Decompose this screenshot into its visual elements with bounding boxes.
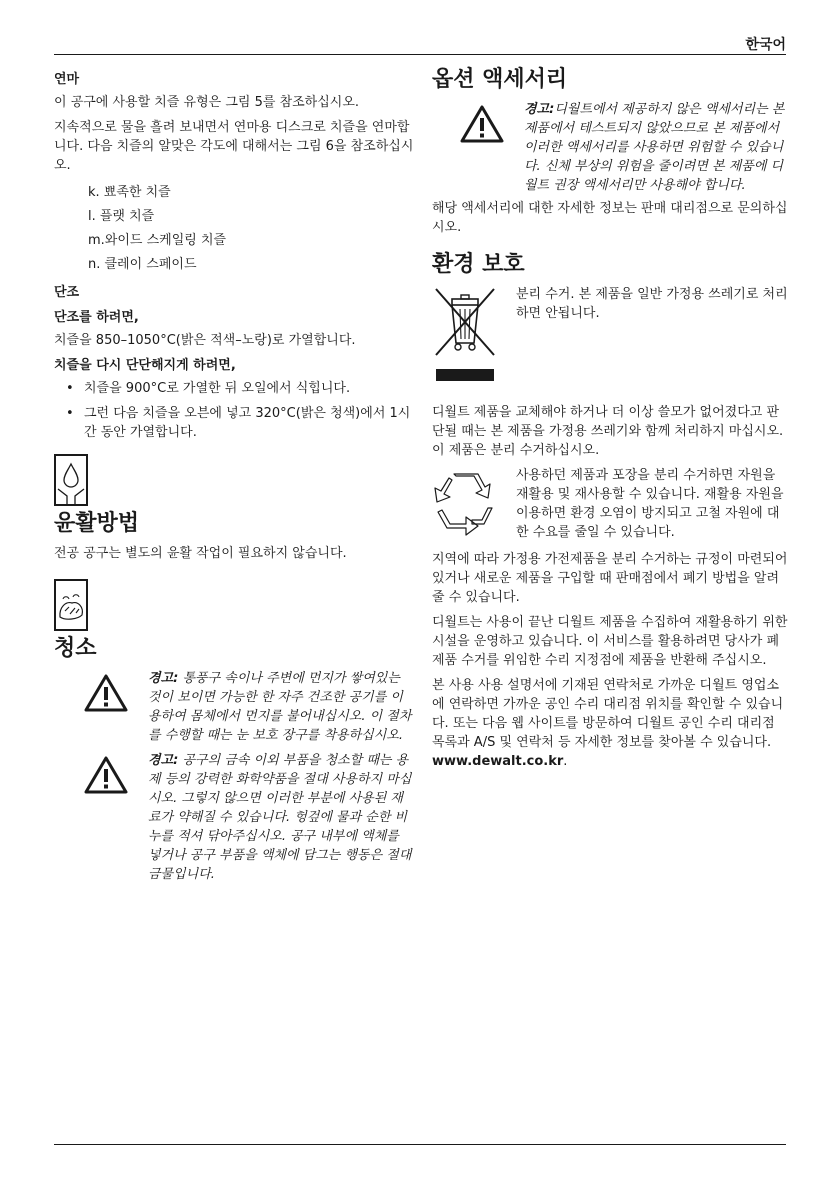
warning-icon <box>84 751 136 884</box>
environment-para-3: 디월트는 사용이 끝난 디월트 제품을 수집하여 재활용하기 위한 시설을 운영하고 있습니다. 이 서비스를 활용하려면 당사가 폐제품 수거를 위임한 수리 지정점에 제품을 반환해 주십시오. <box>432 615 788 668</box>
cleaning-icon <box>54 579 88 631</box>
warning-text: 공구의 금속 이외 부품을 청소할 때는 용제 등의 강력한 화학약품을 절대 사용하지 마십시오. 그렇지 않으면 이러한 부분에 사용된 재료가 약해질 수 있습니다. 헝겊에 물과 순한 비누를 적셔 닦아주십시오. 공구 내부에 액체를 넣거나 공구 부품을 액체에 담그는 행동은 절대 금물입니다. <box>148 753 412 882</box>
contact-text: 본 사용 사용 설명서에 기재된 연락처로 가까운 디월트 영업소에 연락하면 가까운 공인 수리 대리점 위치를 확인할 수 있습니다. 또는 다음 웹 사이트를 방문하여 디월트 공인 수리 대리점 목록과 A/S 및 연락처 등 자세한 정보를 찾아볼 수 있습니다. <box>432 678 784 750</box>
warning-icon <box>460 100 512 195</box>
weee-text: 분리 수거. 본 제품을 일반 가정용 쓰레기로 처리하면 안됩니다. <box>516 287 788 321</box>
grinding-title: 연마 <box>54 72 80 87</box>
lubrication-icon <box>54 454 88 506</box>
crossed-bin-icon <box>432 285 502 389</box>
top-rule <box>54 54 786 55</box>
forging-subtitle: 단조를 하려면, <box>54 310 139 325</box>
lubrication-title: 윤활방법 <box>54 511 140 536</box>
forging-title: 단조 <box>54 285 80 300</box>
left-column <box>54 64 414 888</box>
environment-para-1: 디월트 제품을 교체해야 하거나 더 이상 쓸모가 없어졌다고 판단될 때는 본 제품을 가정용 쓰레기와 함께 처리하지 마십시오. 이 제품은 분리 수거하십시오. <box>432 405 784 458</box>
weee-section <box>432 285 788 389</box>
url-suffix: . <box>563 754 568 769</box>
warning-text: 통풍구 속이나 주변에 먼지가 쌓여있는 것이 보이면 가능한 한 자주 건조한 공기를 이용하여 몸체에서 먼지를 불어내십시오. 이 절차를 수행할 때는 눈 보호 장구를 착용하십시오. <box>148 671 412 743</box>
hardening-subtitle: 치즐을 다시 단단해지게 하려면, <box>54 358 236 373</box>
grinding-para-1: 이 공구에 사용할 치즐 유형은 그림 5를 참조하십시오. <box>54 95 360 110</box>
right-column <box>432 64 788 777</box>
warning-label: 경고: <box>524 102 555 117</box>
environment-title: 환경 보호 <box>432 252 525 277</box>
website-link[interactable]: www.dewalt.co.kr <box>432 754 564 769</box>
accessories-warning <box>432 100 788 195</box>
list-item: n. 클레이 스페이드 <box>88 257 197 272</box>
list-item: l. 플랫 치즐 <box>88 209 155 224</box>
environment-para-2: 지역에 따라 가정용 가전제품을 분리 수거하는 규정이 마련되어 있거나 새로운 제품을 구입할 때 판매점에서 폐기 방법을 알려줄 수 있습니다. <box>432 552 788 605</box>
recycle-icon <box>432 466 502 544</box>
cleaning-title: 청소 <box>54 636 97 661</box>
warning-label: 경고: <box>148 753 179 768</box>
grinding-para-2: 지속적으로 물을 흘려 보내면서 연마용 디스크로 치즐을 연마합니다. 다음 치즐의 알맞은 각도에 대해서는 그림 6을 참조하십시오. <box>54 120 414 173</box>
hardening-list <box>54 379 414 442</box>
warning-text: 디월트에서 제공하지 않은 액세서리는 본 제품에서 테스트되지 않았으므로 본 제품에서 이러한 액세서리를 사용하면 위험할 수 있습니다. 신체 부상의 위험을 줄이려면 본 제품에 디월트 권장 액세서리만 사용해야 합니다. <box>524 102 785 193</box>
bottom-rule <box>54 1144 786 1145</box>
recycle-section <box>432 466 788 544</box>
list-item: • 그런 다음 치즐을 오븐에 넣고 320°C(밝은 청색)에서 1시간 동안 가열합니다. <box>54 404 414 442</box>
accessories-para: 해당 액세서리에 대한 자세한 정보는 판매 대리점으로 문의하십시오. <box>432 201 788 235</box>
list-item: m.와이드 스케일링 치즐 <box>88 233 227 248</box>
header-language: 한국어 <box>745 37 786 53</box>
chisel-list <box>54 181 414 277</box>
accessories-title: 옵션 액세서리 <box>432 67 568 92</box>
list-item: • 치즐을 900°C로 가열한 뒤 오일에서 식힙니다. <box>54 379 414 398</box>
environment-para-4 <box>432 676 788 771</box>
list-item: k. 뾰족한 치즐 <box>88 185 171 200</box>
forging-para-1: 치즐을 850–1050°C(밝은 적색–노랑)로 가열합니다. <box>54 333 356 348</box>
lubrication-para: 전공 공구는 별도의 윤활 작업이 필요하지 않습니다. <box>54 546 347 561</box>
cleaning-warning-2 <box>54 751 414 884</box>
recycle-text: 사용하던 제품과 포장을 분리 수거하면 자원을 재활용 및 재사용할 수 있습니다. 재활용 자원을 이용하면 환경 오염이 방지되고 고철 자원에 대한 수요를 줄일 수 있습니다. <box>516 468 784 540</box>
warning-icon <box>84 669 136 745</box>
cleaning-warning-1 <box>54 669 414 745</box>
warning-label: 경고: <box>148 671 179 686</box>
